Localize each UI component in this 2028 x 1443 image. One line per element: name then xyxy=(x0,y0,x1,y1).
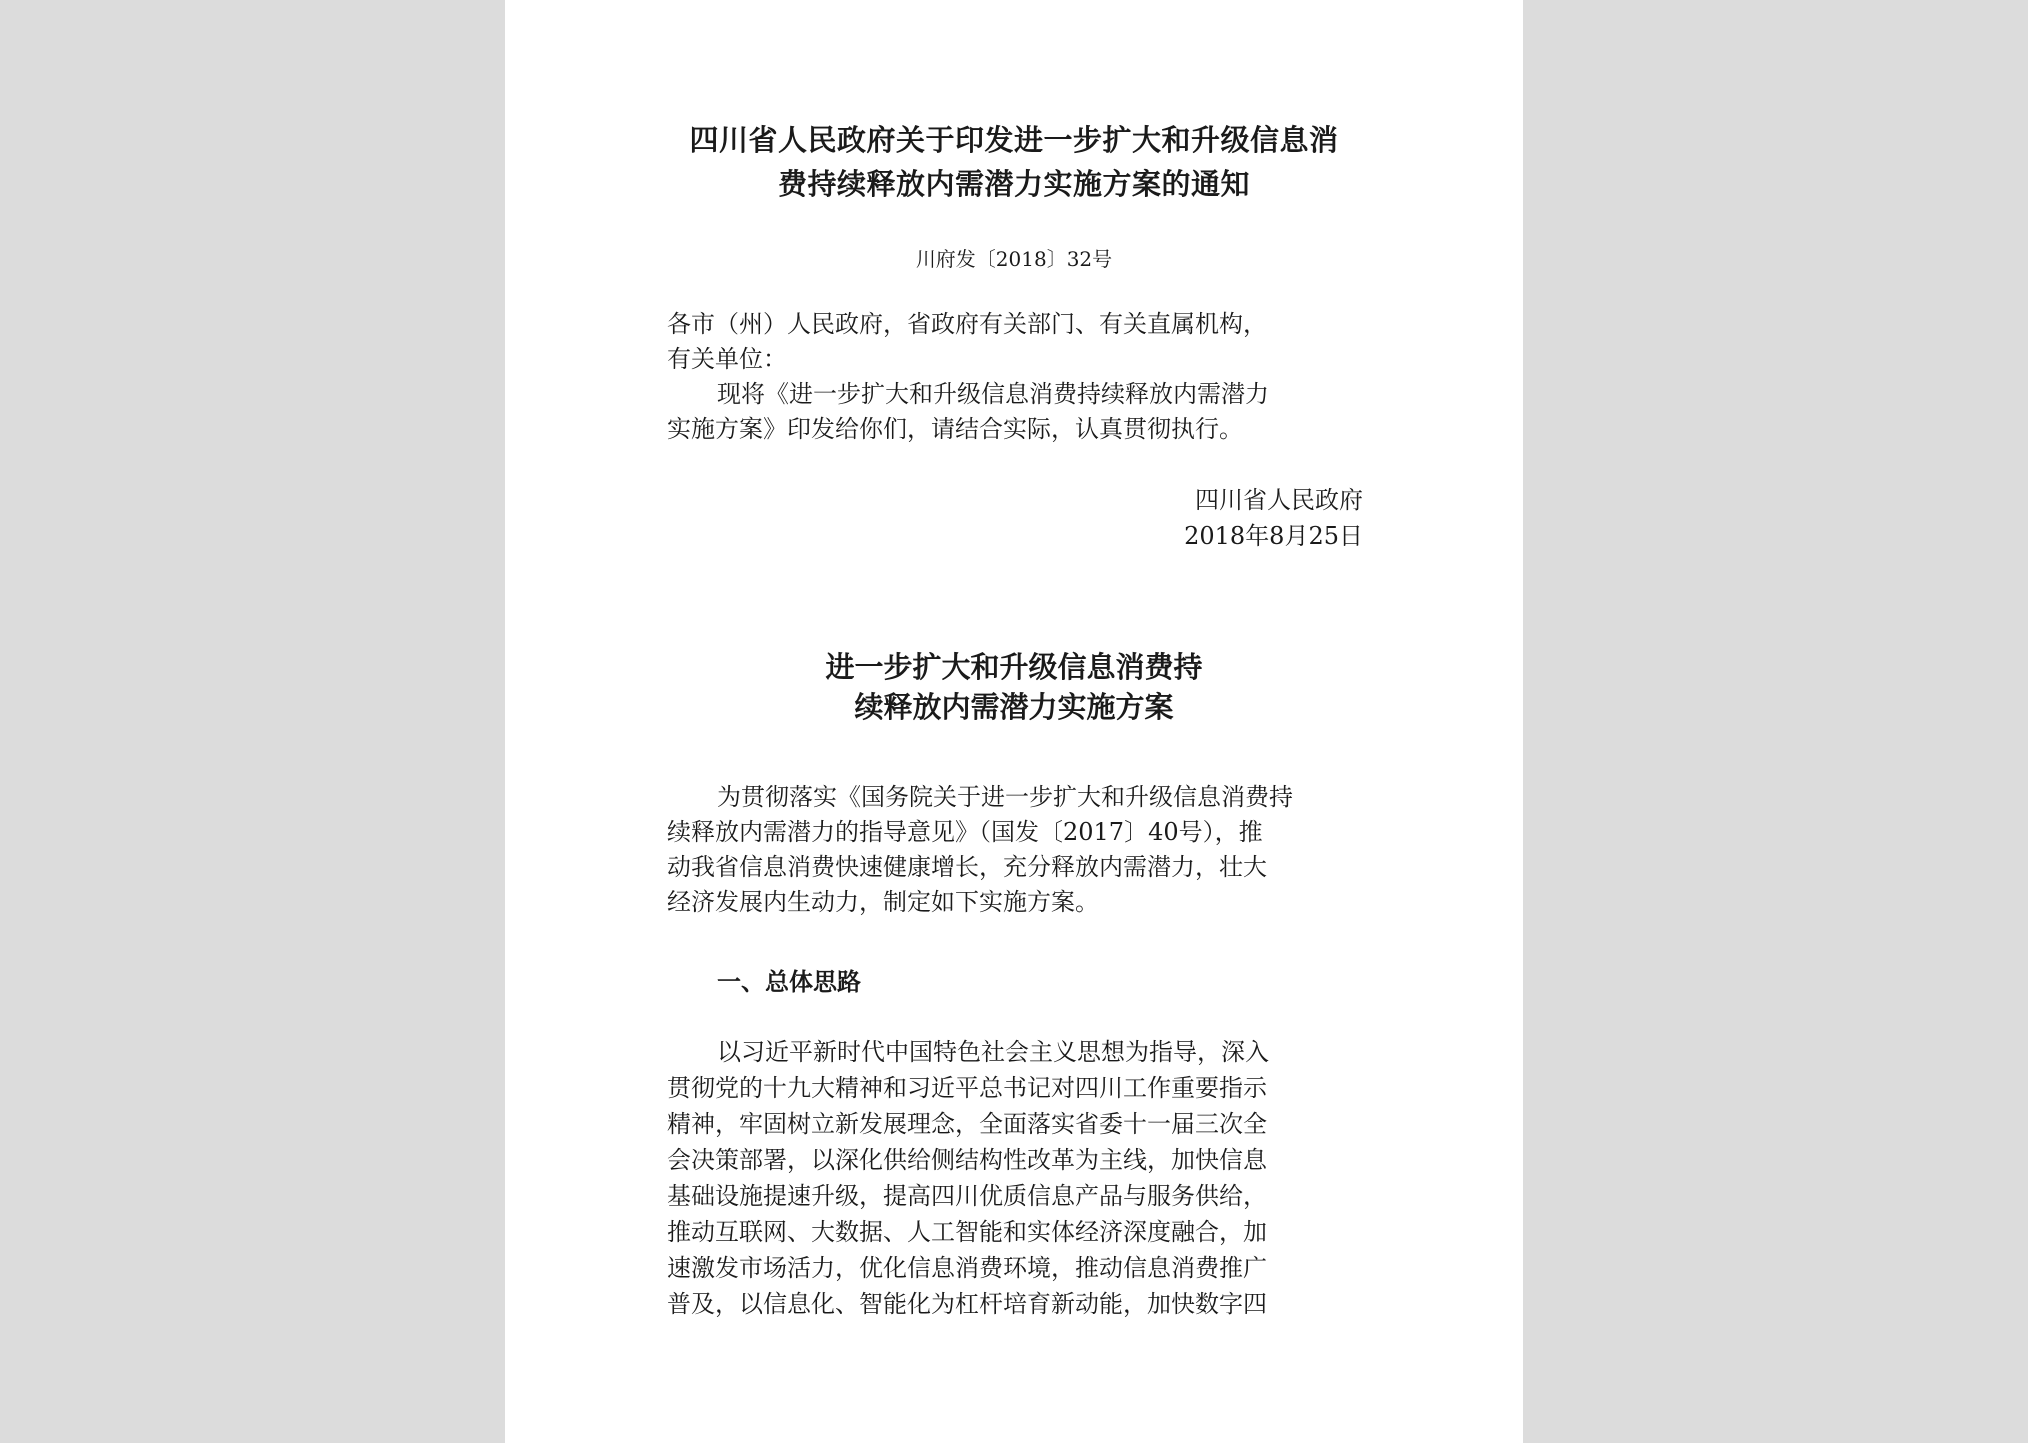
guideline-line: 推动互联网、大数据、人工智能和实体经济深度融合，加 xyxy=(667,1218,1267,1246)
plan-title-line: 续释放内需潜力实施方案 xyxy=(854,690,1174,724)
intro-line: 为贯彻落实《国务院关于进一步扩大和升级信息消费持 xyxy=(717,783,1293,811)
notice-body xyxy=(667,377,1367,447)
guideline-line: 会决策部署，以深化供给侧结构性改革为主线，加快信息 xyxy=(667,1146,1267,1174)
intro-line: 经济发展内生动力，制定如下实施方案。 xyxy=(667,888,1099,916)
notice-line: 现将《进一步扩大和升级信息消费持续释放内需潜力 xyxy=(717,380,1269,408)
document-title-line: 费持续释放内需潜力实施方案的通知 xyxy=(777,167,1250,201)
guideline-line: 普及，以信息化、智能化为杠杆培育新动能，加快数字四 xyxy=(667,1290,1267,1318)
addressee-line: 各市（州）人民政府，省政府有关部门、有关直属机构， xyxy=(667,310,1267,338)
signature-organization: 四川省人民政府 xyxy=(1195,486,1363,514)
document-title-line: 四川省人民政府关于印发进一步扩大和升级信息消 xyxy=(689,123,1339,157)
addressee-line: 有关单位： xyxy=(667,345,787,373)
addressee xyxy=(667,307,1367,377)
document-title xyxy=(505,118,1523,206)
intro-line: 续释放内需潜力的指导意见》（国发〔2017〕40号），推 xyxy=(667,818,1263,846)
section-heading: 一、总体思路 xyxy=(717,967,861,996)
guideline-line: 速激发市场活力，优化信息消费环境，推动信息消费推广 xyxy=(667,1254,1267,1282)
plan-title-line: 进一步扩大和升级信息消费持 xyxy=(825,650,1203,684)
document-number: 川府发〔2018〕32号 xyxy=(915,247,1113,271)
guideline-paragraph xyxy=(667,1034,1367,1322)
notice-line: 实施方案》印发给你们，请结合实际，认真贯彻执行。 xyxy=(667,415,1243,443)
guideline-line: 以习近平新时代中国特色社会主义思想为指导，深入 xyxy=(717,1038,1269,1066)
guideline-line: 贯彻党的十九大精神和习近平总书记对四川工作重要指示 xyxy=(667,1074,1267,1102)
guideline-line: 基础设施提速升级，提高四川优质信息产品与服务供给， xyxy=(667,1182,1267,1210)
intro-line: 动我省信息消费快速健康增长，充分释放内需潜力，壮大 xyxy=(667,853,1267,881)
document-page xyxy=(505,0,1523,1443)
intro-paragraph xyxy=(667,780,1367,920)
guideline-line: 精神，牢固树立新发展理念，全面落实省委十一届三次全 xyxy=(667,1110,1267,1138)
plan-title xyxy=(505,647,1523,727)
signature-date: 2018年8月25日 xyxy=(1184,522,1363,550)
